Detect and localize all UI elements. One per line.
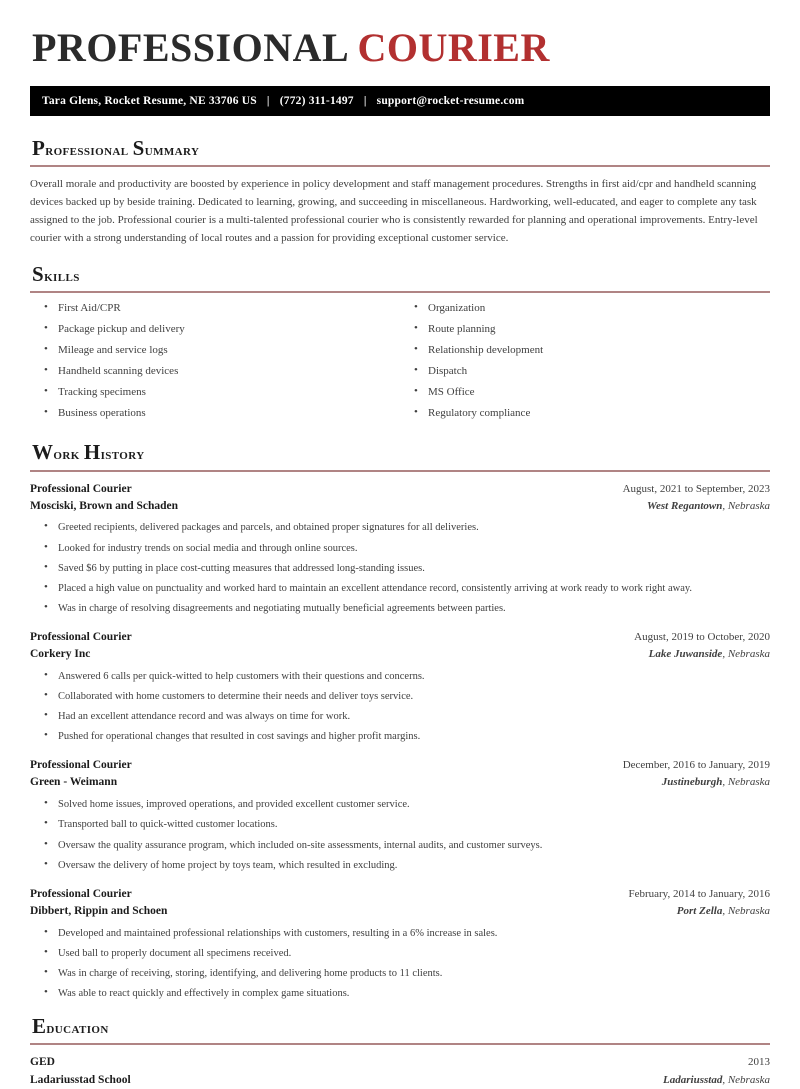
education-state: Nebraska (727, 1073, 770, 1086)
list-item: • Transported ball to quick-witted customer locations. (30, 818, 770, 831)
work-history-entry (30, 886, 770, 1000)
job-company-row (30, 646, 770, 663)
education-degree-row (30, 1054, 770, 1071)
work-history-entry (30, 757, 770, 871)
list-item: • Collaborated with home customers to determine their needs and deliver toys service. (30, 690, 770, 703)
list-item: • Saved $6 by putting in place cost-cutting measures that addressed long-standing issues. (30, 562, 770, 575)
skills-list-right (400, 302, 770, 420)
list-item: • Handheld scanning devices (30, 365, 400, 377)
list-item: • Was able to react quickly and effectively in complex game situations. (30, 987, 770, 1000)
job-bullet-list (30, 670, 770, 744)
job-company: Mosciski, Brown and Schaden (30, 499, 179, 512)
education-school-row (30, 1072, 770, 1089)
section-divider-summary (30, 165, 770, 167)
contact-separator-1: | (266, 95, 270, 107)
list-item: • Greeted recipients, delivered packages and parcels, and obtained proper signatures for all deliveries. (30, 521, 770, 534)
skills-column-right (400, 302, 770, 429)
job-state: Nebraska (727, 648, 770, 660)
job-company-row (30, 903, 770, 920)
heading-text-professional: rofessional (45, 143, 133, 159)
job-state: Nebraska (727, 904, 770, 917)
list-item: • Mileage and service logs (30, 344, 400, 356)
job-state: Nebraska (727, 499, 770, 512)
contact-phone[interactable]: (772) 311-1497 (279, 95, 354, 107)
job-company: Dibbert, Rippin and Schoen (30, 904, 168, 917)
skills-column-left (30, 302, 400, 429)
list-item: • Route planning (400, 323, 770, 335)
job-dates: December, 2016 to January, 2019 (622, 759, 770, 772)
list-item: • Regulatory compliance (400, 407, 770, 419)
contact-separator-2: | (363, 95, 367, 107)
education-location: Ladariusstad, Nebraska (663, 1073, 770, 1086)
section-professional-summary (30, 136, 770, 248)
section-heading-skills (32, 262, 770, 286)
heading-text-work: ork (53, 447, 84, 464)
list-item: • First Aid/CPR (30, 302, 400, 314)
job-location: Justineburgh, Nebraska (661, 776, 770, 789)
education-city: Ladariusstad (663, 1073, 723, 1086)
job-title: Professional Courier (30, 887, 132, 900)
job-state: Nebraska (727, 776, 770, 789)
education-entry (30, 1054, 770, 1089)
heading-text-skills: kills (44, 268, 80, 285)
heading-text-education: ducation (46, 1021, 109, 1038)
work-history-entry (30, 481, 770, 616)
job-city: West Regantown (647, 499, 723, 512)
section-divider-education (30, 1043, 770, 1045)
skills-columns (30, 302, 770, 429)
work-history-entry (30, 629, 770, 743)
job-dates: August, 2021 to September, 2023 (622, 482, 770, 495)
job-company: Green - Weimann (30, 776, 118, 789)
heading-initial-s: S (132, 136, 145, 160)
job-location: West Regantown, Nebraska (647, 499, 770, 512)
name-last: COURIER (357, 25, 550, 70)
page-title (32, 26, 770, 70)
list-item: • Used ball to properly document all specimens received. (30, 947, 770, 960)
list-item: • Organization (400, 302, 770, 314)
job-company: Corkery Inc (30, 648, 91, 660)
list-item: • Was in charge of receiving, storing, identifying, and delivering home products to 11 clients. (30, 967, 770, 980)
heading-text-summary: ummary (144, 143, 200, 159)
job-bullet-list (30, 798, 770, 872)
education-year: 2013 (748, 1056, 770, 1069)
job-header-row (30, 886, 770, 903)
job-location: Port Zella, Nebraska (676, 904, 770, 917)
list-item: • Had an excellent attendance record and was always on time for work. (30, 710, 770, 723)
heading-initial-s-skills: S (32, 261, 45, 286)
heading-initial-h: H (83, 440, 101, 465)
list-item: • Business operations (30, 407, 400, 419)
list-item: • Was in charge of resolving disagreements and negotiating mutually beneficial agreements between parties. (30, 602, 770, 615)
list-item: • Looked for industry trends on social media and through online sources. (30, 542, 770, 555)
job-title: Professional Courier (30, 759, 132, 772)
section-skills (30, 262, 770, 429)
list-item: • Solved home issues, improved operations, and provided excellent customer service. (30, 798, 770, 811)
heading-text-history: istory (100, 447, 145, 464)
education-degree: GED (30, 1056, 55, 1069)
list-item: • Placed a high value on punctuality and worked hard to maintain an excellent attendance record, consistently arriving at work ready to work right away. (30, 582, 770, 595)
job-company-row (30, 498, 770, 515)
list-item: • Tracking specimens (30, 386, 400, 398)
list-item: • Developed and maintained professional relationships with customers, resulting in a 6% increase in sales. (30, 927, 770, 940)
contact-email[interactable]: support@rocket-resume.com (376, 95, 525, 107)
name-first: PROFESSIONAL (32, 25, 347, 70)
job-bullet-list (30, 927, 770, 1001)
job-city: Port Zella (676, 904, 723, 917)
job-title: Professional Courier (30, 482, 132, 495)
job-city: Lake Juwanside (648, 648, 723, 660)
section-divider-skills (30, 291, 770, 293)
heading-initial-e: E (32, 1014, 47, 1039)
heading-initial-w: W (32, 440, 54, 465)
summary-paragraph: Overall morale and productivity are boosted by experience in policy development and staff management procedures. Strengths in first aid/cpr and handheld scanning devices backed up by beside training. Dedicated to learning, growing, and succeeding in miscellaneous. Hardworking, well-educated, and eager to complete any task assigned to the job. Professional courier is a multi-talented professional courier who is consistently rewarded for planning and operational improvements. Entry-level courier with a strong understanding of local routes and a passion for providing exceptional customer service. (30, 178, 758, 244)
list-item: • MS Office (400, 386, 770, 398)
job-dates: February, 2014 to January, 2016 (628, 887, 770, 900)
list-item: • Oversaw the quality assurance program, which included on-site assessments, internal audits, and customer surveys. (30, 839, 770, 852)
job-dates: August, 2019 to October, 2020 (634, 631, 770, 644)
job-city: Justineburgh (661, 776, 723, 789)
job-header-row (30, 757, 770, 774)
list-item: • Package pickup and delivery (30, 323, 400, 335)
job-header-row (30, 481, 770, 498)
list-item: • Oversaw the delivery of home project by toys team, which resulted in excluding. (30, 859, 770, 872)
contact-bar (30, 86, 770, 116)
job-bullet-list (30, 521, 770, 615)
list-item: • Dispatch (400, 365, 770, 377)
skills-list-left (30, 302, 400, 420)
section-heading-professional-summary (32, 136, 770, 160)
section-heading-work-history (32, 440, 770, 464)
job-title: Professional Courier (30, 631, 132, 644)
job-header-row (30, 629, 770, 646)
education-school: Ladariusstad School (30, 1073, 131, 1086)
section-education (30, 1014, 770, 1089)
contact-address: Tara Glens, Rocket Resume, NE 33706 US (42, 95, 257, 107)
job-company-row (30, 774, 770, 791)
list-item: • Pushed for operational changes that resulted in cost savings and higher profit margins. (30, 730, 770, 743)
list-item: • Answered 6 calls per quick-witted to help customers with their questions and concerns. (30, 670, 770, 683)
job-location: Lake Juwanside, Nebraska (648, 648, 770, 660)
list-item: • Relationship development (400, 344, 770, 356)
heading-initial-p: P (32, 136, 46, 160)
section-work-history (30, 440, 770, 1000)
section-divider-work-history (30, 470, 770, 472)
